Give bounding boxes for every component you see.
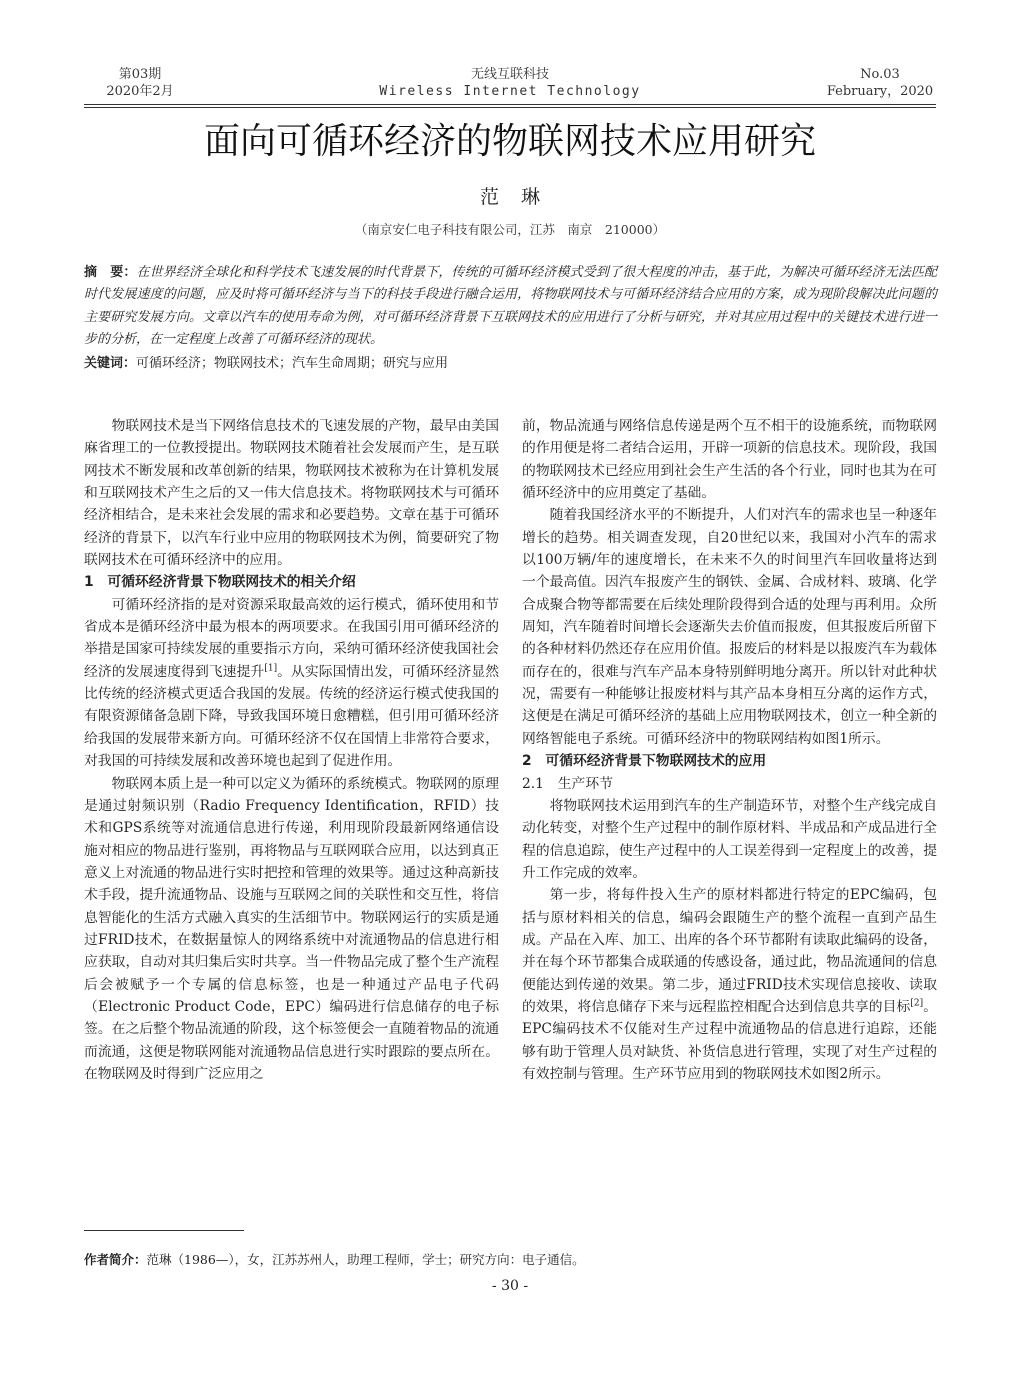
header-journal-en: Wireless Internet Technology <box>379 84 641 99</box>
header-date-cn: 2020年2月 <box>106 84 174 99</box>
header-issue-en-block <box>810 66 950 100</box>
header-journal-cn: 无线互联科技 <box>470 67 549 82</box>
paper-affiliation: （南京安仁电子科技有限公司，江苏 南京 210000） <box>354 222 666 237</box>
subsection-heading-2-1: 2.1 生产环节 <box>522 775 613 792</box>
section-heading-2: 2 可循环经济背景下物联网技术的应用 <box>522 753 767 770</box>
header-date-en: February，2020 <box>826 84 934 99</box>
paragraph-epc-a: 第一步，将每件投入生产的原材料都进行特定的EPC编码，包括与原材料相关的信息，编码会跟随生产的整个流程一直到产品生成。产品在入库、加工、出库的各个环节都附有读取此编码的设备，并在每个环节都集合成联通的传感设备，通过此，物品流通间的信息便能达到传递的效果。第二步，通过FRID技术实现信息接收、读取的效果，将信息储存下来与远程监控相配合达到信息共享的目标 <box>522 887 937 1015</box>
header-rule-top <box>84 104 936 105</box>
paragraph-continued: 前，物品流通与网络信息传递是两个互不相干的设施系统，而物联网的作用便是将二者结合运用，开辟一项新的信息技术。现阶段，我国的物联网技术已经应用到社会生产生活的各个行业，同时也其为在可循环经济中的应用奠定了基础。 <box>522 418 937 502</box>
section-heading-1: 1 可循环经济背景下物联网技术的相关介绍 <box>84 574 356 591</box>
paragraph-production: 将物联网技术运用到汽车的生产制造环节，对整个生产线完成自动化转变，对整个生产过程中的制作原材料、半成品和产成品进行全程的信息追踪，使生产过程中的人工误差得到一定程度上的改善，提升工作完成的效率。 <box>522 797 937 881</box>
header-rule-bottom <box>84 107 936 108</box>
paragraph-iot-essence: 物联网本质上是一种可以定义为循环的系统模式。物联网的原理是通过射频识别（Radio Frequency Identification，RFID）技术和GPS系统等对流通信息进行传递，利用现阶段最新网络通信设施对相应的物品进行鉴别，再将物品与互联网联合应用，以达到真正意义上对流通的物品进行实时把控和管理的效果等。通过这种高新技术手段，提升流通物品、设施与互联网之间的关联性和交互性，将信息智能化的生活方式融入真实的生活细节中。物联网运行的实质是通过FRID技术，在数据量惊人的网络系统中对流通物品的信息进行相应获取，自动对其归集后实时共享。当一件物品完成了整个生产流程后会被赋予一个专属的信息标签，也是一种通过产品电子代码（Electronic Product Code，EPC）编码进行信息储存的电子标签。在之后整个物品流通的阶段，这个标签便会一直随着物品的流通而流通，这便是物联网能对流通物品信息进行实时跟踪的要点所在。在物联网及时得到广泛应用之 <box>84 775 499 1082</box>
paper-author: 范琳 <box>479 186 562 208</box>
header-journal <box>340 66 680 100</box>
header-issue-cn: 第03期 <box>118 67 162 82</box>
paper-title: 面向可循环经济的物联网技术应用研究 <box>203 121 816 162</box>
left-column <box>84 415 499 1085</box>
paragraph-epc-b: 。EPC编码技术不仅能对生产过程中流通物品的信息进行追踪，还能够有助于管理人员对缺货、补货信息进行管理，实现了对生产过程的有效控制与管理。生产环节应用到的物联网技术如图2所示。 <box>522 998 938 1082</box>
footnote-text: 范琳（1986—），女，江苏苏州人，助理工程师，学士；研究方向：电子通信。 <box>146 1252 585 1267</box>
paragraph-epc <box>522 884 937 1085</box>
footnote-label: 作者简介： <box>84 1252 147 1267</box>
paragraph-circular-economy <box>84 594 499 773</box>
citation-2: [2] <box>910 998 924 1009</box>
keywords <box>84 353 937 375</box>
abstract-label: 摘 要： <box>84 265 137 280</box>
abstract <box>84 262 937 352</box>
footnote-rule <box>84 1230 244 1231</box>
header-issue-en: No.03 <box>860 67 900 82</box>
right-column <box>522 415 937 1085</box>
paragraph-circular-economy-a: 可循环经济指的是对资源采取最高效的运行模式，循环使用和节省成本是循环经济中最为根本的两项要求。在我国引用可循环经济的举措是国家可持续发展的重要指示方向，采纳可循环经济使我国社会经济的发展速度得到飞速提升 <box>84 596 499 680</box>
paragraph-intro: 物联网技术是当下网络信息技术的飞速发展的产物，最早由美国麻省理工的一位教授提出。物联网技术随着社会发展而产生，是互联网技术不断发展和改革创新的结果，物联网技术被称为在计算机发展和互联网技术产生之后的又一伟大信息技术。将物联网技术与可循环经济相结合，是未来社会发展的需求和必要趋势。文章在基于可循环经济的背景下，以汽车行业中应用的物联网技术为例，简要研究了物联网技术在可循环经济中的应用。 <box>84 418 499 569</box>
citation-1: [1] <box>264 663 278 674</box>
abstract-text: 在世界经济全球化和科学技术飞速发展的时代背景下，传统的可循环经济模式受到了很大程度的冲击，基于此，为解决可循环经济无法匹配时代发展速度的问题，应及时将可循环经济与当下的科技手段进行融合运用，将物联网技术与可循环经济结合应用的方案，成为现阶段解决此问题的主要研究发展方向。文章以汽车的使用寿命为例，对可循环经济背景下互联网技术的应用进行了分析与研究，并对其应用过程中的关键技术进行进一步的分析，在一定程度上改善了可循环经济的现状。 <box>84 265 937 348</box>
paragraph-circular-economy-b: 。从实际国情出发，可循环经济显然比传统的经济模式更适合我国的发展。传统的经济运行模式使我国的有限资源储备急剧下降，导致我国环境日愈糟糕，但引用可循环经济给我国的发展带来新方向。可循环经济不仅在国情上非常符合要求，对我国的可持续发展和改善环境也起到了促进作用。 <box>84 663 500 770</box>
keywords-text: 可循环经济；物联网技术；汽车生命周期；研究与应用 <box>136 356 449 371</box>
page-number: - 30 - <box>491 1278 529 1294</box>
paragraph-automobile: 随着我国经济水平的不断提升，人们对汽车的需求也呈一种逐年增长的趋势。相关调查发现，自20世纪以来，我国对小汽车的需求以100万辆/年的速度增长，在未来不久的时间里汽车回收量将达到一个最高值。因汽车报废产生的钢铁、金属、合成材料、玻璃、化学合成聚合物等都需要在后续处理阶段得到合适的处理与再利用。众所周知，汽车随着时间增长会逐渐失去价值而报废，但其报废后所留下的各种材料仍然还存在应用价值。报废后的材料是以报废汽车为载体而存在的，很难与汽车产品本身特别鲜明地分离开。所以针对此种状况，需要有一种能够让报废材料与其产品本身相互分离的运作方式，这便是在满足可循环经济的基础上应用物联网技术，创立一种全新的网络智能电子系统。可循环经济中的物联网结构如图1所示。 <box>522 507 937 747</box>
keywords-label: 关键词： <box>84 356 137 371</box>
header-issue <box>90 66 190 100</box>
footnote <box>84 1250 944 1268</box>
